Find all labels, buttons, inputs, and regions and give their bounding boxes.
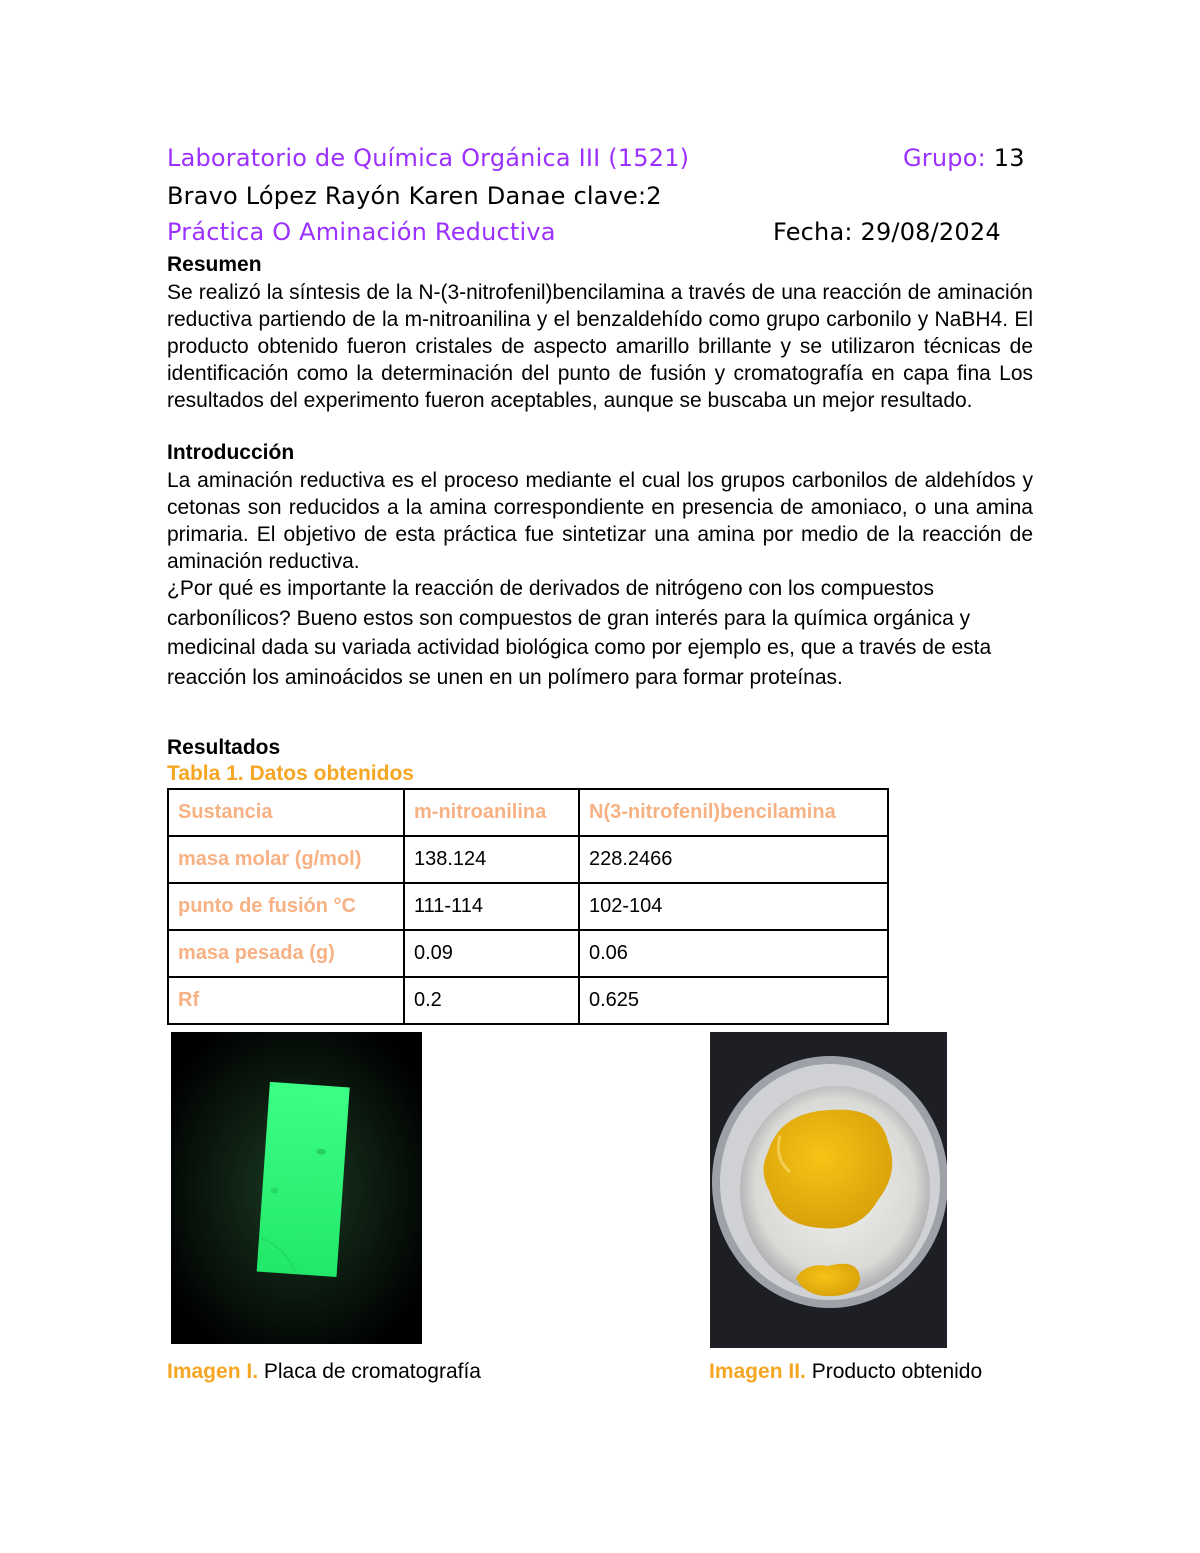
table-cell: 111-114 [404, 883, 579, 930]
row-label: Rf [168, 977, 404, 1024]
table-row [168, 836, 888, 883]
image1-caption [167, 1360, 481, 1384]
image1-label: Imagen I. [167, 1360, 259, 1383]
introduccion-text: La aminación reductiva es el proceso mediante el cual los grupos carbonilos de aldehídos y cetonas son reducidos a la amina correspondiente en presencia de amoniaco, o una amina primaria. El objetivo de esta práctica fue sintetizar una amina por medio de la reacción de aminación reductiva. [167, 469, 1033, 573]
row-label: masa pesada (g) [168, 930, 404, 977]
table-row [168, 883, 888, 930]
image1-text: Placa de cromatografía [263, 1360, 481, 1383]
course-title [167, 144, 689, 172]
student-name: Bravo López Rayón Karen Danae clave:2 [167, 182, 662, 210]
product-photo [710, 1032, 947, 1348]
resultados-heading: Resultados [167, 736, 281, 759]
table-cell: 0.2 [404, 977, 579, 1024]
image2-label: Imagen II. [709, 1360, 806, 1383]
table-cell: 0.09 [404, 930, 579, 977]
table-cell: 102-104 [579, 883, 888, 930]
image2-caption [709, 1360, 982, 1384]
practice-date: Fecha: 29/08/2024 [773, 218, 1001, 246]
results-table [167, 788, 889, 1025]
course-name: Laboratorio de Química Orgánica III (1521) [167, 144, 690, 172]
header-cell-sustancia: Sustancia [168, 789, 404, 836]
tlc-plate-photo [171, 1032, 422, 1344]
resumen-heading: Resumen [167, 253, 262, 276]
table-header-row [168, 789, 888, 836]
group-value: 13 [993, 144, 1025, 172]
group-label: Grupo: [903, 144, 986, 172]
table-caption: Tabla 1. Datos obtenidos [167, 762, 414, 785]
table-row [168, 977, 888, 1024]
resumen-text: Se realizó la síntesis de la N-(3-nitrofenil)bencilamina a través de una reacción de aminación reductiva partiendo de la m-nitroanilina y el benzaldehído como grupo carbonilo y NaBH4. El producto obtenido fueron cristales de aspecto amarillo brillante y se utilizaron técnicas de identificación como la determinación del punto de fusión y cromatografía en capa fina Los resultados del experimento fueron aceptables, aunque se buscaba un mejor resultado. [167, 281, 1033, 412]
table-cell: 138.124 [404, 836, 579, 883]
table-cell: 0.06 [579, 930, 888, 977]
row-label: punto de fusión °C [168, 883, 404, 930]
introduccion-question: ¿Por qué es importante la reacción de derivados de nitrógeno con los compuestos carbonílicos? Bueno estos son compuestos de gran interés para la química orgánica y medicinal dada su variada actividad biológica como por ejemplo es, que a través de esta reacción los aminoácidos se unen en un polímero para formar proteínas. [167, 577, 992, 689]
practice-title: Práctica O Aminación Reductiva [167, 218, 556, 246]
table-cell: 0.625 [579, 977, 888, 1024]
table-cell: 228.2466 [579, 836, 888, 883]
group-info [903, 144, 1025, 172]
row-label: masa molar (g/mol) [168, 836, 404, 883]
introduccion-heading: Introducción [167, 441, 295, 464]
header-cell-bencilamina: N(3-nitrofenil)bencilamina [579, 789, 888, 836]
image2-text: Producto obtenido [811, 1360, 983, 1383]
header-cell-m-nitroanilina: m-nitroanilina [404, 789, 579, 836]
table-row [168, 930, 888, 977]
